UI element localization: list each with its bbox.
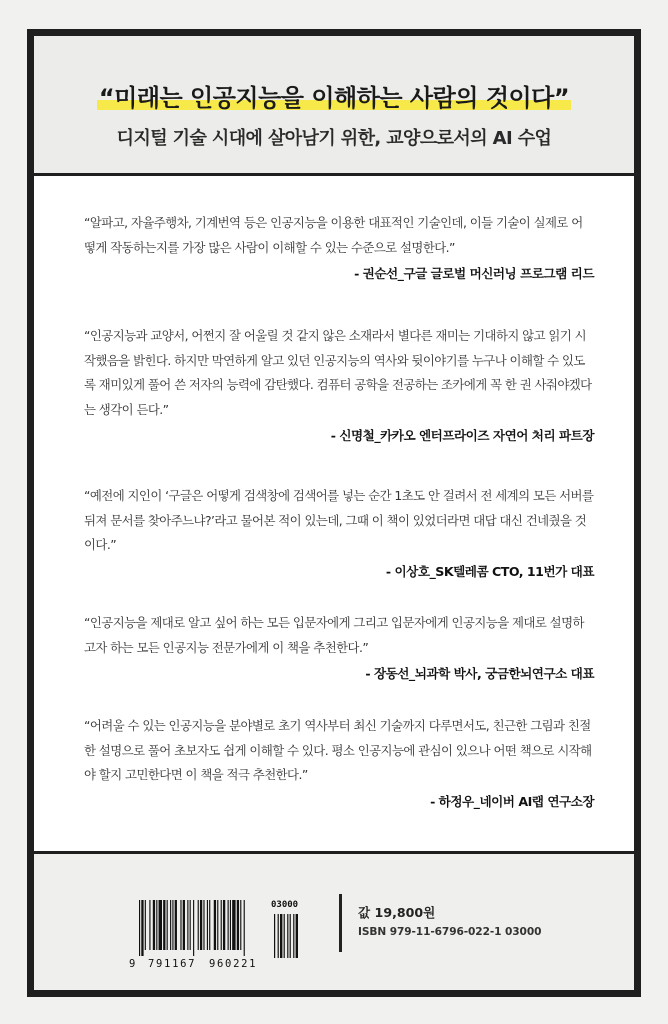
barcode-addon-bar xyxy=(290,914,291,958)
barcode-addon-bar xyxy=(274,914,275,958)
barcode-bar xyxy=(217,900,218,950)
barcode-bar xyxy=(145,900,146,950)
barcode-bar xyxy=(228,900,229,950)
barcode-bar xyxy=(163,900,165,950)
barcode-bar xyxy=(180,900,181,950)
footer-band xyxy=(34,851,634,990)
barcode-bar xyxy=(167,900,168,950)
barcode-bar xyxy=(156,900,157,950)
isbn: ISBN 979-11-6796-022-1 03000 xyxy=(358,926,542,938)
barcode-bar xyxy=(183,900,185,950)
barcode-bar xyxy=(232,900,235,950)
barcode-addon-bar xyxy=(293,914,294,958)
barcode-bars xyxy=(129,900,329,958)
barcode-bar xyxy=(139,900,140,956)
testimonial xyxy=(84,324,594,446)
testimonial xyxy=(84,714,594,812)
barcode-bar xyxy=(198,900,199,950)
testimonial-author: - 권순선_구글 글로벌 머신러닝 프로그램 리드 xyxy=(354,266,594,282)
testimonial xyxy=(84,211,594,284)
barcode-addon-bar xyxy=(278,914,279,958)
barcode-bar xyxy=(187,900,188,950)
barcode-bar xyxy=(230,900,231,950)
barcode-addon-bar xyxy=(280,914,282,958)
barcode-digit-prefix: 9 xyxy=(129,958,136,970)
barcode xyxy=(129,900,329,974)
barcode-bar xyxy=(237,900,239,950)
barcode-bar xyxy=(200,900,202,950)
price: 값 19,800원 xyxy=(358,905,436,920)
barcode-bar xyxy=(153,900,155,950)
barcode-bar xyxy=(149,900,150,950)
barcode-bar xyxy=(190,900,191,950)
testimonial xyxy=(84,611,594,684)
footer-divider xyxy=(339,894,342,952)
headline xyxy=(34,78,634,113)
testimonial-author: - 장동선_뇌과학 박사, 궁금한뇌연구소 대표 xyxy=(365,666,594,682)
testimonial-text: “알파고, 자율주행차, 기계번역 등은 인공지능을 이용한 대표적인 기술인데, 이들 기술이 실제로 어떻게 작동하는지를 가장 많은 사람이 이해할 수 있는 수준으로 설명한다.” xyxy=(84,215,583,255)
header-band xyxy=(34,36,634,176)
barcode-bar xyxy=(207,900,208,950)
barcode-addon-bar xyxy=(287,914,288,958)
barcode-bar xyxy=(141,900,143,956)
barcode-bar xyxy=(223,900,225,950)
barcode-bar xyxy=(221,900,222,950)
headline-text: “미래는 인공지능을 이해하는 사람의 것이다” xyxy=(98,84,570,112)
testimonial-author: - 이상호_SK텔레콤 CTO, 11번가 대표 xyxy=(385,563,594,579)
back-cover-frame xyxy=(27,29,641,997)
barcode-addon-code: 03000 xyxy=(271,900,299,910)
barcode-bar xyxy=(170,900,171,950)
subheadline: 디지털 기술 시대에 살아남기 위한, 교양으로서의 AI 수업 xyxy=(116,128,552,149)
barcode-bar xyxy=(244,900,245,956)
barcode-bar xyxy=(209,900,210,950)
barcode-bar xyxy=(172,900,173,950)
testimonials-section xyxy=(34,176,634,851)
barcode-addon-bar xyxy=(296,914,298,958)
barcode-bar xyxy=(159,900,162,950)
testimonial-text: “예전에 지인이 ‘구글은 어떻게 검색창에 검색어를 넣는 순간 1초도 안 걸려서 전 세계의 모든 서버를 뒤져 문서를 찾아주느냐?’라고 물어본 적이 있는데, 그때 이 책이 있었더라면 대답 대신 건네줬을 것이다.” xyxy=(84,488,594,553)
testimonial-text: “인공지능을 제대로 알고 싶어 하는 모든 입문자에게 그리고 입문자에게 인공지능을 제대로 설명하고자 하는 모든 인공지능 전문가에게 이 책을 추천한다.” xyxy=(84,615,584,655)
barcode-bar xyxy=(240,900,241,950)
testimonial-text: “어려울 수 있는 인공지능을 분야별로 초기 역사부터 최신 기술까지 다루면서도, 친근한 그림과 친절한 설명으로 풀어 초보자도 쉽게 이해할 수 있다. 평소 인공지능에 관심이 있으나 어떤 책으로 시작해야 할지 고민한다면 이 책을 적극 추천한다.” xyxy=(84,718,592,783)
barcode-addon-bar xyxy=(284,914,285,958)
testimonial xyxy=(84,484,594,582)
barcode-digit-group-1: 791167 xyxy=(148,958,197,970)
barcode-bar xyxy=(175,900,177,950)
barcode-digit-group-2: 960221 xyxy=(209,958,258,970)
testimonial-author: - 신명철_카카오 엔터프라이즈 자연어 처리 파트장 xyxy=(330,428,594,444)
barcode-bar xyxy=(203,900,204,950)
testimonial-text: “인공지능과 교양서, 어쩐지 잘 어울릴 것 같지 않은 소재라서 별다른 재미는 기대하지 않고 읽기 시작했음을 밝힌다. 하지만 막연하게 알고 있던 인공지능의 역사와 뒷이야기를 누구나 이해할 수 있도록 재미있게 풀어 쓴 저자의 능력에 감탄했다. 컴퓨터 공학을 전공하는 조카에게 꼭 한 권 사줘야겠다는 생각이 든다.” xyxy=(84,328,592,417)
barcode-bar xyxy=(193,900,194,956)
barcode-bar xyxy=(214,900,216,950)
testimonial-author: - 하정우_네이버 AI랩 연구소장 xyxy=(430,793,594,809)
